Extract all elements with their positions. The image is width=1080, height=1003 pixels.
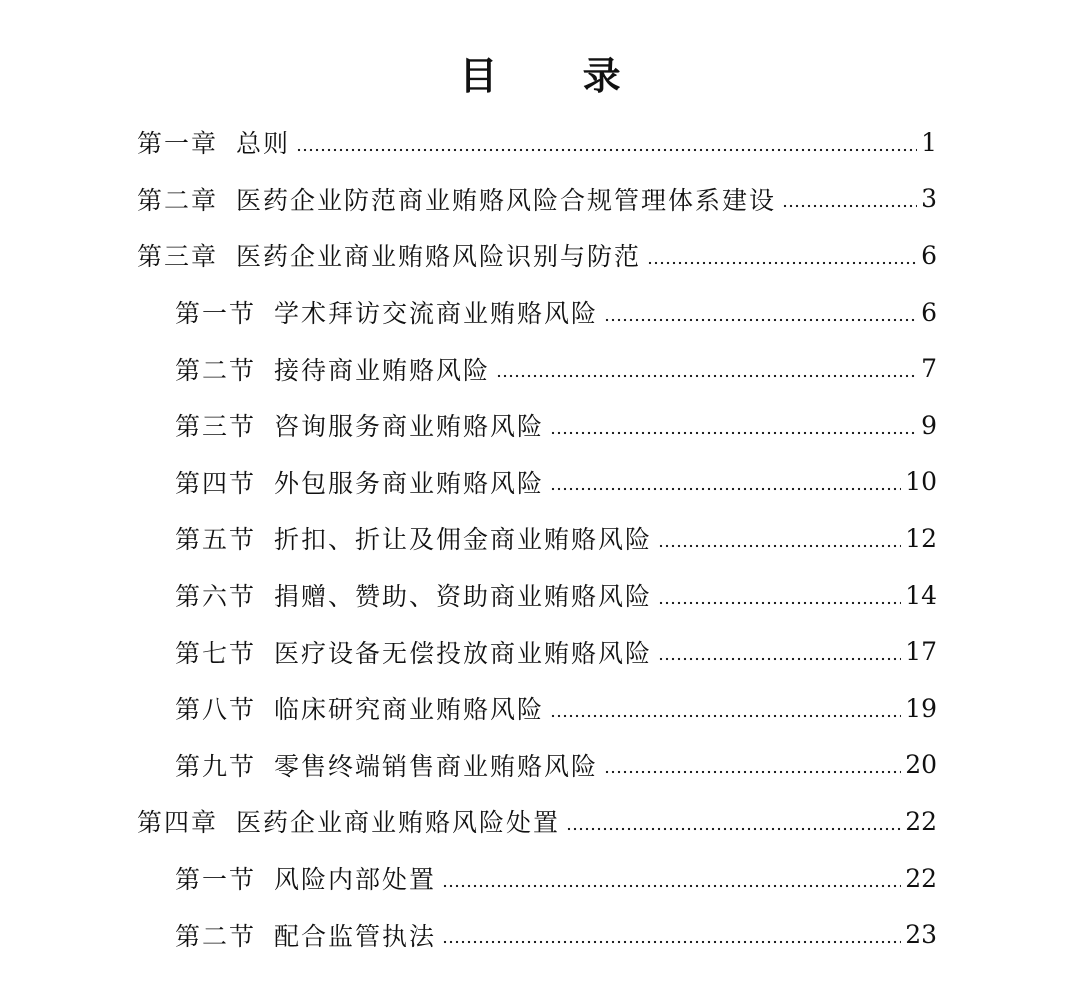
toc-page-number: 19 — [905, 693, 937, 723]
dot-leader — [658, 583, 901, 608]
toc-entry-section-3-7[interactable] — [0, 623, 937, 680]
dot-leader — [550, 413, 917, 438]
dot-leader — [658, 526, 901, 551]
toc-page-number: 22 — [905, 863, 937, 893]
toc-page-number: 3 — [921, 184, 937, 214]
toc-page-number: 14 — [905, 580, 937, 610]
toc-page-number: 6 — [921, 297, 937, 327]
toc-entry-section-3-5[interactable] — [0, 510, 937, 567]
toc-page-number: 10 — [905, 467, 937, 497]
toc-page-number: 12 — [905, 523, 937, 553]
toc-entry-chapter-4[interactable] — [0, 793, 937, 850]
toc-entry-label: 第三章 医药企业商业贿赂风险识别与防范 — [137, 242, 642, 272]
toc-entry-label: 第五节 折扣、折让及佣金商业贿赂风险 — [175, 525, 653, 555]
toc-entry-section-4-2[interactable] — [0, 906, 937, 963]
toc-entry-label: 第七节 医疗设备无偿投放商业贿赂风险 — [175, 638, 653, 668]
toc-entry-label: 第六节 捐赠、赞助、资助商业贿赂风险 — [175, 582, 653, 612]
dot-leader — [658, 639, 901, 664]
dot-leader — [566, 809, 901, 834]
toc-page-number: 22 — [905, 806, 937, 836]
toc-entry-section-3-3[interactable] — [0, 397, 937, 454]
toc-entry-section-3-6[interactable] — [0, 567, 937, 624]
toc-entry-label: 第一节 学术拜访交流商业贿赂风险 — [175, 299, 599, 329]
toc-entry-label: 第四节 外包服务商业贿赂风险 — [175, 468, 545, 498]
toc-entry-label: 第二章 医药企业防范商业贿赂风险合规管理体系建设 — [137, 185, 777, 215]
toc-entry-label: 第一节 风险内部处置 — [175, 865, 437, 895]
toc-entry-label: 第四章 医药企业商业贿赂风险处置 — [137, 808, 561, 838]
dot-leader — [647, 243, 917, 268]
dot-leader — [496, 356, 917, 381]
toc-entry-section-3-9[interactable] — [0, 737, 937, 794]
toc-page-number: 20 — [905, 750, 937, 780]
page-title: 目 录 — [459, 54, 657, 98]
dot-leader — [782, 186, 917, 211]
toc-page-number: 7 — [921, 354, 937, 384]
toc-entry-section-3-1[interactable] — [0, 284, 937, 341]
toc-entry-label: 第一章 总则 — [137, 129, 291, 159]
toc-entry-label: 第二节 配合监管执法 — [175, 921, 437, 951]
toc-entry-label: 第九节 零售终端销售商业贿赂风险 — [175, 751, 599, 781]
dot-leader — [550, 696, 901, 721]
toc-page-number: 1 — [921, 127, 937, 157]
toc-page-number: 17 — [905, 637, 937, 667]
toc-entry-chapter-3[interactable] — [0, 227, 937, 284]
dot-leader — [442, 922, 901, 947]
toc-entry-chapter-1[interactable] — [0, 114, 937, 171]
toc-entry-chapter-2[interactable] — [0, 171, 937, 228]
toc-page-number: 23 — [905, 920, 937, 950]
dot-leader — [296, 130, 917, 155]
toc-entry-label: 第三节 咨询服务商业贿赂风险 — [175, 412, 545, 442]
dot-leader — [550, 469, 901, 494]
dot-leader — [604, 300, 917, 325]
dot-leader — [604, 752, 901, 777]
toc-entry-section-4-1[interactable] — [0, 850, 937, 907]
toc-entry-label: 第八节 临床研究商业贿赂风险 — [175, 695, 545, 725]
toc-page-number: 6 — [921, 240, 937, 270]
toc-entry-section-3-4[interactable] — [0, 454, 937, 511]
toc-list — [0, 114, 1080, 963]
toc-entry-section-3-8[interactable] — [0, 680, 937, 737]
toc-page-number: 9 — [921, 410, 937, 440]
toc-entry-section-3-2[interactable] — [0, 340, 937, 397]
toc-entry-label: 第二节 接待商业贿赂风险 — [175, 355, 491, 385]
dot-leader — [442, 866, 901, 891]
